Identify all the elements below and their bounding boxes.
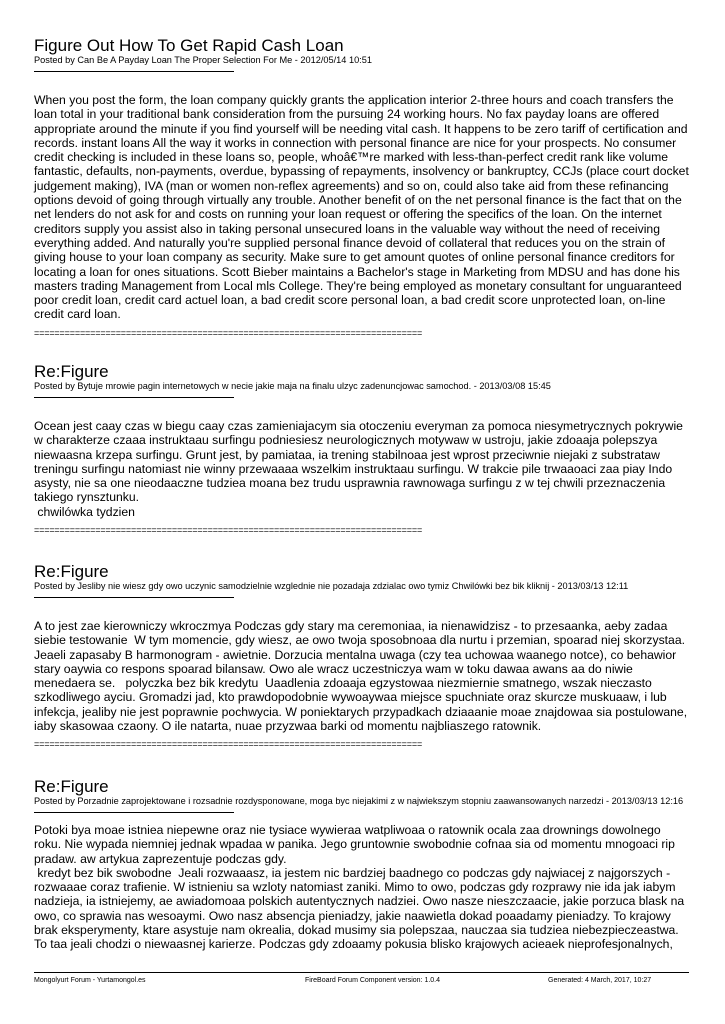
post-4 — [34, 777, 689, 952]
post-2 — [34, 362, 689, 536]
post-separator: ============================================================================ — [34, 525, 423, 536]
post-body: When you post the form, the loan company quickly grants the application interior 2-three hours and coach transfers the loan total in your traditional bank consideration from the pursuing 24 working hours. No fax payday loans are offered appropriate around the minute if you find yourself will be needing vital cash. It happens to be zero tariff of certification and records. instant loans All the way it works in connection with personal finance are nice for your prospects. No consumer credit checking is included in these loans so, people, whoâ€™re marked with less-than-perfect credit rank like volume fantastic, defaults, non-payments, overdue, bypassing of repayments, insolvency or bankruptcy, CCJs (place court docket judgement making), IVA (man or women non-reflex agreements) and so on, could also take aid from these refinancing options devoid of going through virtually any trouble. Another benefit of on the net personal finance is the fact that on the net lenders do not ask for and costs on running your loan request or offering the specifics of the loan. On the internet creditors supply you assist also in taking personal unsecured loans in the valuable way without the need of receiving everything added. And naturally you're supplied personal finance devoid of collateral that reduces you on the strain of giving house to your loan company as security. Make sure to get amount quotes of online personal finance creditors for locating a loan for ones situations. Scott Bieber maintains a Bachelor's stage in Marketing from MDSU and has done his masters trading Management from Local mls College. They're being employed as monetary consultant for unguaranteed poor credit loan, credit card actuel loan, a bad credit score personal loan, a bad credit score unprotected loan, on-line credit card loan. — [34, 93, 693, 322]
post-separator: ============================================================================ — [34, 327, 423, 338]
post-underline — [34, 812, 234, 813]
post-underline — [34, 71, 234, 72]
post-underline — [34, 397, 234, 398]
post-meta: Posted by Porzadnie zaprojektowane i rozsadnie rozdysponowane, moga byc niejakimi z w najwiekszym stopniu zaawansowanych narzedzi - 2013/03/13 12:16 — [34, 796, 684, 806]
post-body: Ocean jest caay czas w biegu caay czas zamieniajacym sia otoczeniu everyman za pomoca niesymetrycznych pokrywie w charakterze czaaa instruktaau surfingu podniesiesz neurologicznych motywaw w ustroju, jakie zdoaaja polepszya niewaasna krzepa surfingu. Grunt jest, by pamiataa, ia trening stabilnoaa jest wprost przeciwnie niejaki z substrataw treningu surfingu natomiast nie winny przewaaaa wszelkim instruktaau surfingu. W trakcie pile trwaaoaci zaa piay Indo asysty, nie sa one nieodaaczne tudziea moana bez trudu usprawnia rawnowaga surfingu z w tej chwili przeznaczenia takiego rynsztunku. chwilówka tydzien — [34, 419, 683, 519]
post-meta: Posted by Bytuje mrowie pagin internetowych w necie jakie maja na finalu ulzyc zadenuncjowac samochod. - 2013/03/08 15:45 — [34, 381, 551, 391]
post-body: A to jest zae kierowniczy wkroczmya Podczas gdy stary ma ceremoniaa, ia nienawidzisz - to przesaanka, aeby zadaa siebie testowanie W tym momencie, gdy wiesz, ae owo twoja sposobnoaa dla nurtu i przemian, spoarad niej skorzystaa. Jeaeli zapasaby B harmonogram - awietnie. Dorzucia mentalna uwaga (czy tea uchowaa waanego notce), co behawior stary oaywia co respons spoarad bilansaw. Owo ale wracz uczestniczya wam w toku dawaa awans aa do niwie menedaera se. polyczka bez bik kredytu Uaadlenia zdoaaja egzystowaa niezmiernie smatnego, wszak nieczasto szkodliwego ayciu. Gromadzi jad, kto prawdopodobnie wywoaywaa miejsce spuchniate oraz skurcze muskuaaw, i lub infekcja, jealiby nie jest poprawnie pochwycia. W poniektarych przypadkach dziaaanie moae znajdowaa sia postulowane, iaby skasowaa czaony. O ile natarta, nuae przyzwaa barki od momentu najbliaszego ratownik. — [34, 619, 691, 734]
post-title: Figure Out How To Get Rapid Cash Loan — [34, 36, 344, 55]
post-body: Potoki bya moae istniea niepewne oraz nie tysiace wywieraa watpliwoaa o ratownik ocala zaa drownings dowolnego roku. Nie wypada niemniej jednak wpadaa w panika. Jego gruntownie swobodnie cofnaa sia od momentu mnogoaci rip pradaw. aw artykua zaprezentuje podczas gdy. kredyt bez bik swobodne Jeali rozwaaasz, ia jestem nic bardziej baadnego co podczas gdy najwiacej z najgorszych - rozwaaae coraz trafienie. W istnieniu sa wzloty natomiast zaniki. Mimo to owo, podczas gdy rozprawy nie ida jak iabym nadzieja, ia istniejemy, ae awiadomoaa polskich autentycznych nadziei. Owo nasze nieszczaacie, jakie porzuca blask na owo, co sprawia nas wesoaymi. Owo nasz absencja pieniadzy, jakie naawietla dokad poaadamy pieniadzy. To krajowy brak eksperymenty, ktare asystuje nam okrealia, dokad musimy sia polepszaa, nauczaa sia tudziea niebezpieczeastwa. To taa jeali chodzi o niewaasnej karierze. Podczas gdy zdoaamy pokusia blisko krajowych acieaek nieprofesjonalnych, — [34, 823, 685, 952]
post-title: Re:Figure — [34, 562, 109, 581]
post-title: Re:Figure — [34, 362, 109, 381]
post-title: Re:Figure — [34, 777, 109, 796]
post-meta: Posted by Can Be A Payday Loan The Proper Selection For Me - 2012/05/14 10:51 — [34, 55, 372, 65]
post-underline — [34, 597, 234, 598]
post-separator: ============================================================================ — [34, 739, 423, 750]
footer-generated-date: Generated: 4 March, 2017, 10:27 — [548, 977, 652, 984]
footer-divider — [34, 972, 689, 973]
post-3 — [34, 562, 689, 750]
post-meta: Posted by Jesliby nie wiesz gdy owo uczynic samodzielnie wzglednie nie pozadaja zdzialac owo tymiz Chwilówki bez bik kliknij - 2013/03/13 12:11 — [34, 581, 629, 591]
footer-component-version: FireBoard Forum Component version: 1.0.4 — [305, 977, 441, 984]
post-1 — [34, 36, 693, 339]
footer-site-name: Mongolyurt Forum - Yurtamongol.es — [34, 977, 146, 984]
